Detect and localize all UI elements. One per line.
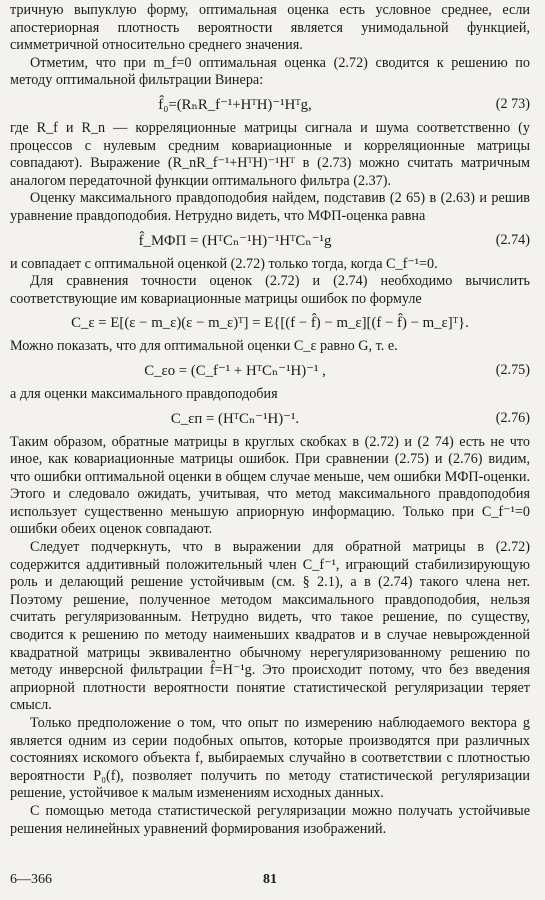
paragraph: где R_f и R_n — корреляционные матрицы сигнала и шума соответственно (у процессов с нулевым средним ковариационные и корреляционные матрицы совпадают). Выражение (R_nR_f⁻¹+HᵀH)⁻¹Hᵀ в (2.73) можно считать матричным аналогом передаточной функции оптимального фильтра (2.37). bbox=[10, 119, 530, 189]
paragraph: Можно показать, что для оптимальной оценки C_ε равно G, т. е. bbox=[10, 338, 398, 355]
equation-2-73 bbox=[10, 90, 530, 120]
equation-number: (2.74) bbox=[495, 232, 530, 249]
paragraph: тричную выпуклую форму, оптимальная оценка есть условное среднее, если апостериорная плотность вероятности является унимодальной функцией, симметричной относительно среднего значения. bbox=[10, 2, 530, 54]
paragraph: Оценку максимального правдоподобия найдем, подставив (2 65) в (2.63) и решив уравнение правдоподобия. Нетрудно видеть, что МФП-оценка равна bbox=[10, 190, 530, 224]
printer-signature: 6—366 bbox=[10, 872, 52, 887]
equation-formula: C_ε = E[(ε − m_ε)(ε − m_ε)ᵀ] = E{[(f − f̂) − m_ε][(f − f̂) − m_ε]ᵀ}. bbox=[71, 314, 469, 331]
page-text bbox=[10, 2, 530, 838]
paragraph: а для оценки максимального правдоподобия bbox=[10, 385, 278, 402]
equation-formula: C_εп = (HᵀCₙ⁻¹H)⁻¹. bbox=[170, 410, 300, 427]
equation-number: (2.76) bbox=[495, 410, 530, 426]
equation-formula: C_εо = (C_f⁻¹ + HᵀCₙ⁻¹H)⁻¹ , bbox=[144, 362, 326, 379]
equation-2-75 bbox=[10, 356, 530, 386]
page-number: 81 bbox=[263, 872, 277, 887]
paragraph: Только предположение о том, что опыт по измерению наблюдаемого вектора g является одним из серии подобных опытов, которые производятся при различных состояниях искомого объекта f, выбираемых случайно в соответствии с плотностью вероятности P₀(f), позволяет получить по методу статистической регуляризации решение, устойчивое к малым изменениям исходных данных. bbox=[10, 715, 530, 802]
equation-covariance bbox=[10, 308, 530, 338]
paragraph: Таким образом, обратные матрицы в круглых скобках в (2.72) и (2 74) есть не что иное, как ковариационные матрицы ошибок. При сравнении (2.75) и (2.76) видим, что ошибки оптимальной оценки в общем случае меньше, чем ошибки МФП-оценки. Этого и следовало ожидать, учитывая, что метод максимального правдоподобия использует существенно меньшую априорную информацию. Только при C_f⁻¹=0 ошибки обеих оценок совпадают. bbox=[10, 433, 530, 538]
equation-number: (2 73) bbox=[495, 96, 530, 113]
paragraph: Следует подчеркнуть, что в выражении для обратной матрицы в (2.72) содержится аддитивный положительный член C_f⁻¹, играющий стабилизирующую роль и делающий решение устойчивым (см. § 2.1), а в (2.74) такого члена нет. Поэтому решение, полученное методом максимального правдоподобия, нельзя считать регуляризованным. Нетрудно видеть, что такое решение, по существу, сводится к решению по методу наименьших квадратов и в случае невырожденной квадратной матрицы эквивалентно обычному нерегуляризованному решению по методу инверсной фильтрации f̂=H⁻¹g. Это происходит потому, что без введения априорной плотности вероятности понятие статистической регуляризации теряет смысл. bbox=[10, 539, 530, 714]
equation-2-74 bbox=[10, 226, 530, 256]
equation-formula: f̂_МФП = (HᵀCₙ⁻¹H)⁻¹HᵀCₙ⁻¹g bbox=[138, 232, 332, 249]
equation-number: (2.75) bbox=[495, 362, 530, 379]
paragraph: и совпадает с оптимальной оценкой (2.72) только тогда, когда C_f⁻¹=0. bbox=[10, 255, 438, 272]
equation-2-76 bbox=[10, 404, 530, 434]
paragraph: Для сравнения точности оценок (2.72) и (2.74) необходимо вычислить соответствующие им ковариационные матрицы ошибок по формуле bbox=[10, 273, 530, 307]
paragraph: С помощью метода статистической регуляризации можно получать устойчивые решения нелинейных уравнений формирования изображений. bbox=[10, 802, 530, 837]
equation-formula: f̂₀=(RₙR_f⁻¹+HᵀH)⁻¹Hᵀg, bbox=[158, 96, 312, 113]
paragraph: Отметим, что при m_f=0 оптимальная оценка (2.72) сводится к решению по методу оптимальной фильтрации Винера: bbox=[10, 54, 530, 89]
